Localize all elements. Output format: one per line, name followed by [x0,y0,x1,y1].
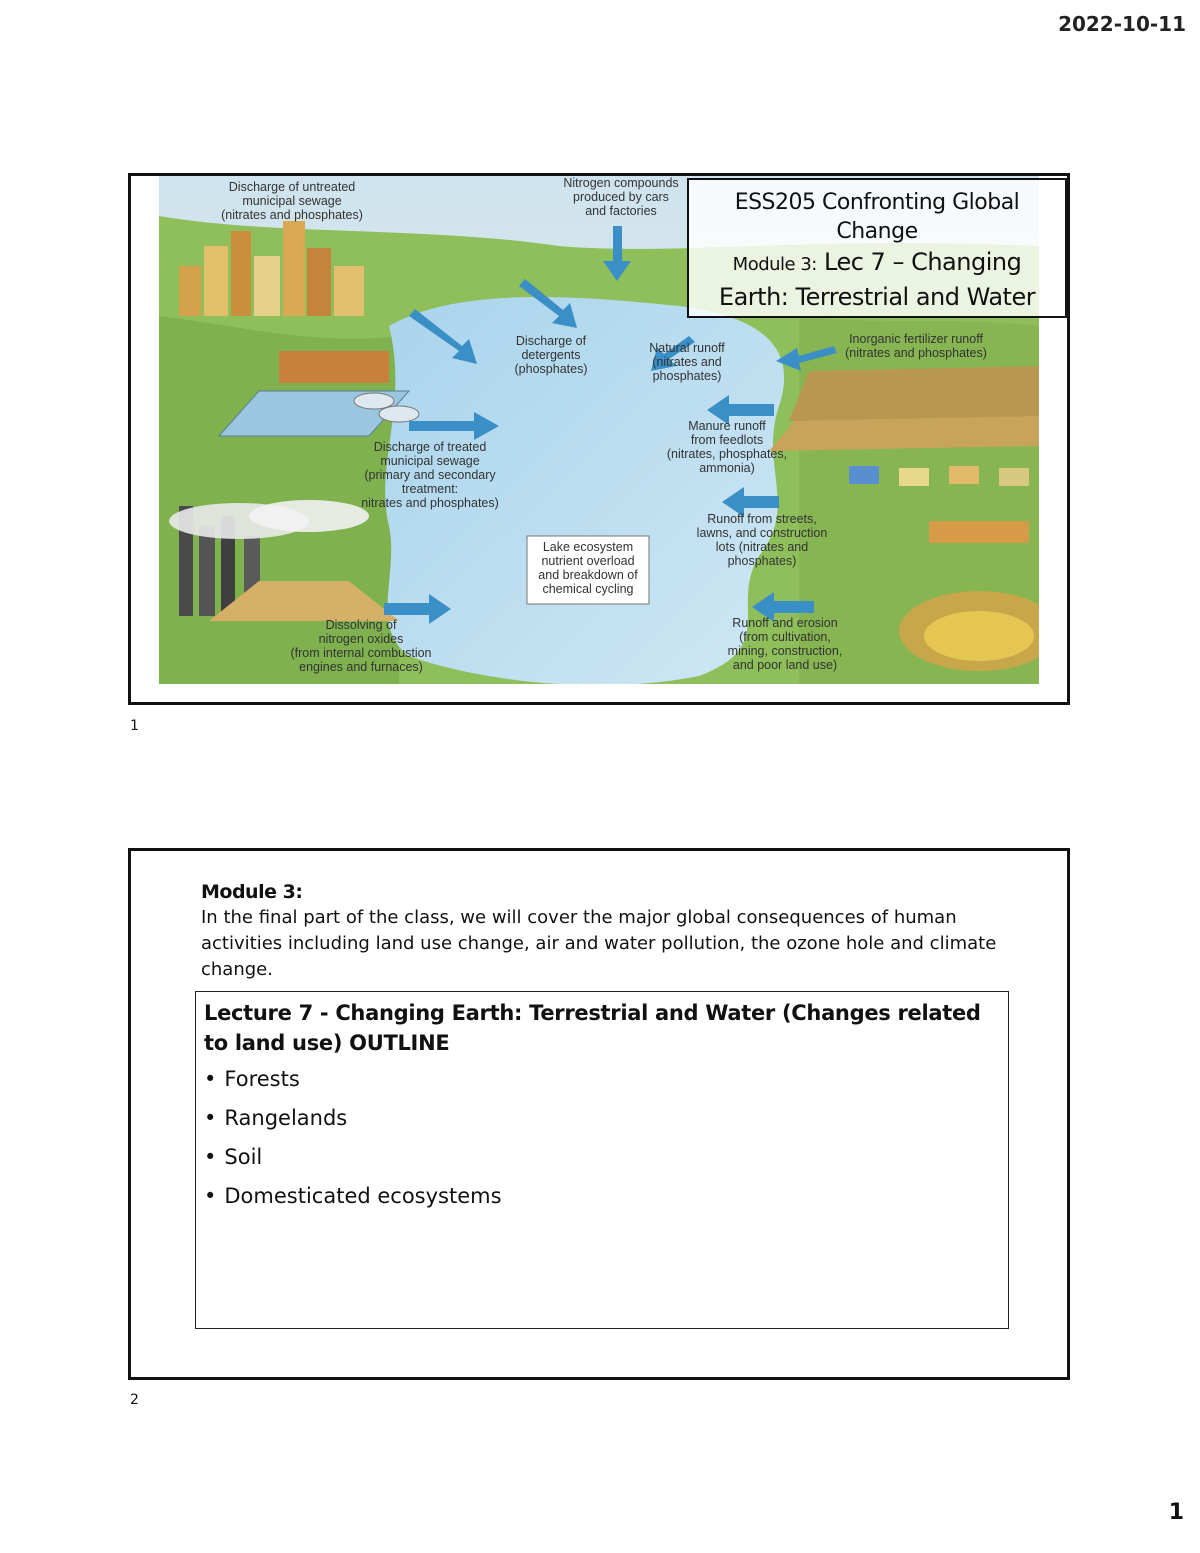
title-line-3: Module 3: Lec 7 – Changing [732,248,1022,276]
title-line-4: Earth: Terrestrial and Water [718,283,1036,311]
label-nitrogen-compounds: Nitrogen compounds produced by cars and factories [563,176,679,218]
outline-list [204,1066,502,1222]
title-line-2: Change [836,219,918,244]
slide-title-box [687,178,1067,318]
outline-item: • Forests [204,1066,502,1105]
treatment-plant-building [279,351,389,383]
label-untreated-sewage: Discharge of untreated municipal sewage (nitrates and phosphates) [221,180,363,222]
label-lake-ecosystem: Lake ecosystem nutrient overload and breakdown of chemical cycling [538,540,638,596]
label-manure-runoff: Manure runoff from feedlots (nitrates, phosphates, ammonia) [666,419,788,475]
page-date: 2022-10-11 [1058,12,1186,36]
module-intro [201,879,1021,983]
outline-item: • Rangelands [204,1105,502,1144]
label-street-runoff: Runoff from streets, lawns, and construction lots (nitrates and phosphates) [696,512,828,568]
page-number: 1 [1168,1500,1184,1525]
label-treated-sewage: Discharge of treated municipal sewage (primary and secondary treatment: nitrates and phosphates) [361,440,499,510]
outline-box [195,991,1009,1329]
slide-1 [128,173,1070,705]
module-heading: Module 3: [201,881,303,903]
title-line-1: ESS205 Confronting Global [734,190,1020,215]
slide-2 [128,848,1070,1380]
module-intro-text: In the final part of the class, we will cover the major global consequences of human activities including land use change, air and water pollution, the ozone hole and climate change. [201,907,997,980]
slide-number-2: 2 [130,1392,139,1408]
outline-item: • Soil [204,1144,502,1183]
label-natural-runoff: Natural runoff (nitrates and phosphates) [649,341,725,383]
slide-number-1: 1 [130,718,139,734]
label-nitrogen-oxides: Dissolving of nitrogen oxides (from internal combustion engines and furnaces) [290,618,432,674]
label-detergents: Discharge of detergents (phosphates) [514,334,588,376]
label-erosion-runoff: Runoff and erosion (from cultivation, mining, construction, and poor land use) [727,616,843,672]
outline-item: • Domesticated ecosystems [204,1183,502,1222]
module-prefix: Module 3: [732,254,817,275]
outline-title: Lecture 7 - Changing Earth: Terrestrial and Water (Changes related to land use) OUTLINE [204,1001,981,1055]
label-fertilizer-runoff: Inorganic fertilizer runoff (nitrates and phosphates) [845,332,987,360]
